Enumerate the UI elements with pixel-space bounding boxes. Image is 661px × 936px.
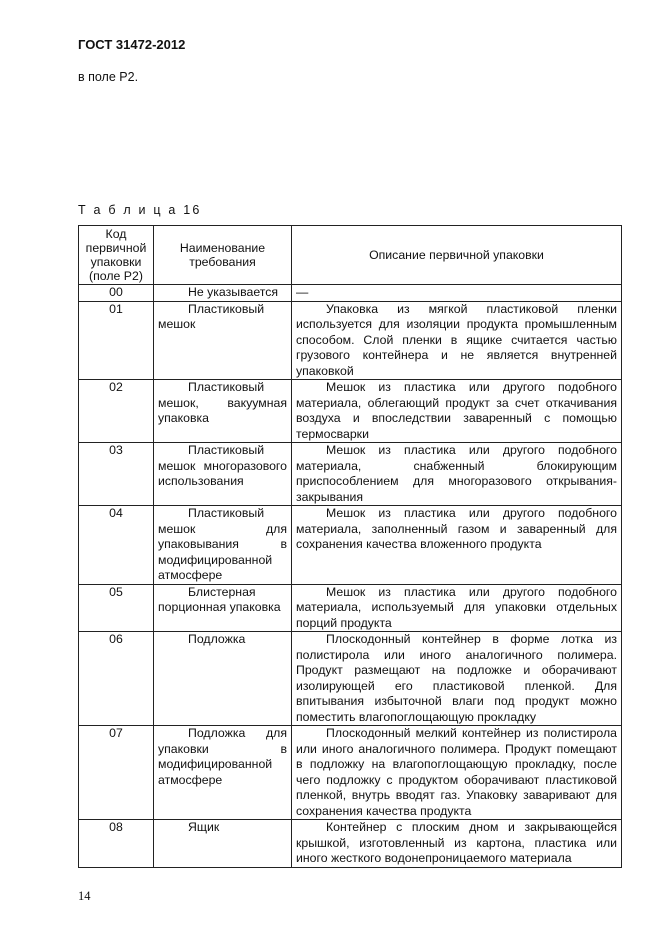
header-code: Код первичной упаковки (поле Р2) <box>79 226 154 285</box>
row-name: Пластиковый мешок для упаковывания в модифицированной атмосфере <box>154 506 292 585</box>
row-description: Мешок из пластика или другого подобного материала, заполненный газом и заваренный для сохранения качества вложенного продукта <box>292 506 622 585</box>
table-row <box>79 301 622 380</box>
row-code: 01 <box>79 301 154 380</box>
row-description: Плоскодонный мелкий контейнер из полистирола или иного аналогичного полимера. Продукт помещают в подложку на влагопоглощающую прокладку, после чего подложку с продуктом оборачивают пластиковой пленкой, внутрь вводят газ. Упаковку заваривают для сохранения качества продукта <box>292 726 622 820</box>
table-header-row <box>79 226 622 285</box>
page-number: 14 <box>78 889 91 903</box>
row-name: Пластиковый мешок многоразового использования <box>154 443 292 506</box>
header-name: Наименование требования <box>154 226 292 285</box>
header-description: Описание первичной упаковки <box>292 226 622 285</box>
row-description: Упаковка из мягкой пластиковой пленки используется для изоляции продукта промышленным способом. Слой пленки в ящике считается частью грузового контейнера и не является внутренней упаковкой <box>292 301 622 380</box>
row-description: — <box>292 285 622 302</box>
row-code: 06 <box>79 632 154 726</box>
row-code: 07 <box>79 726 154 820</box>
table-row <box>79 726 622 820</box>
row-code: 03 <box>79 443 154 506</box>
table-row <box>79 584 622 632</box>
row-code: 04 <box>79 506 154 585</box>
table-row <box>79 632 622 726</box>
row-description: Мешок из пластика или другого подобного материала, облегающий продукт за счет откачивания воздуха и впоследствии заваренный с помощью термосварки <box>292 380 622 443</box>
row-name: Пластиковый мешок, вакуумная упаковка <box>154 380 292 443</box>
row-name: Подложка для упаковки в модифицированной атмосфере <box>154 726 292 820</box>
row-name: Подложка <box>154 632 292 726</box>
table-16 <box>78 225 622 868</box>
row-name: Пластиковый мешок <box>154 301 292 380</box>
intro-text: в поле Р2. <box>78 70 139 84</box>
row-name: Ящик <box>154 820 292 868</box>
table-row <box>79 506 622 585</box>
table-row <box>79 820 622 868</box>
row-description: Мешок из пластика или другого подобного материала, используемый для упаковки отдельных порций продукта <box>292 584 622 632</box>
row-description: Контейнер с плоским дном и закрывающейся крышкой, изготовленный из картона, пластика или иного жесткого водонепроницаемого материала <box>292 820 622 868</box>
row-code: 02 <box>79 380 154 443</box>
row-code: 05 <box>79 584 154 632</box>
table-row <box>79 443 622 506</box>
row-name: Не указывается <box>154 285 292 302</box>
row-description: Мешок из пластика или другого подобного материала, снабженный блокирующим приспособлением для многоразового открывания-закрывания <box>292 443 622 506</box>
table-row <box>79 380 622 443</box>
row-code: 00 <box>79 285 154 302</box>
document-header: ГОСТ 31472-2012 <box>78 37 186 52</box>
table-row <box>79 285 622 302</box>
row-description: Плоскодонный контейнер в форме лотка из полистирола или иного аналогичного полимера. Продукт размещают на подложке и оборачивают изолирующей его пластиковой пленкой. Для впитывания избыточной влаги под продукт можно поместить влагопоглощающую прокладку <box>292 632 622 726</box>
row-name: Блистерная порционная упаковка <box>154 584 292 632</box>
row-code: 08 <box>79 820 154 868</box>
table-caption: Т а б л и ц а 16 <box>78 203 202 217</box>
